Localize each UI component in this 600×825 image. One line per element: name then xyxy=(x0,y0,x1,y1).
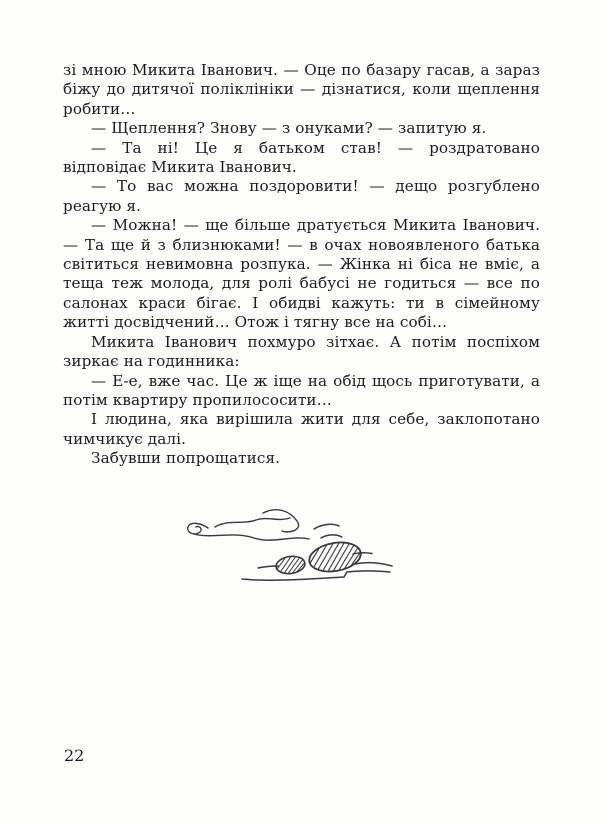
stones-wind-sketch-icon xyxy=(178,498,448,603)
paragraph: Микита Іванович похмуро зітхає. А потім поспіхом зиркає на годинника: xyxy=(63,332,540,371)
page-number: 22 xyxy=(64,746,85,765)
paragraph: — Можна! — ще більше дратується Микита Іванович. — Та ще й з близнюками! — в очах новоявленого батька світиться невимовна розпука. — Жінка ні біса не вміє, а теща теж молода, для ролі бабусі не годиться — все по салонах краси бігає. І обидві кажуть: ти в сімейному житті досвідчений… Отож і тягну все на собі… xyxy=(63,216,540,332)
text-block xyxy=(63,61,540,469)
paragraph: — То вас можна поздоровити! — дещо розгублено реагую я. xyxy=(63,177,540,215)
paragraph: — Та ні! Це я батьком став! — роздратовано відповідає Микита Іванович. xyxy=(63,138,540,177)
paragraph: — Е-е, вже час. Це ж іще на обід щось приготувати, а потім квартиру пропилососити… xyxy=(63,371,540,409)
paragraph: зі мною Микита Іванович. — Оце по базару гасав, а зараз біжу до дитячої поліклініки — дізнатися, коли щеплення робити… xyxy=(63,61,540,118)
paragraph: І людина, яка вирішила жити для себе, заклопотано чимчикує далі. xyxy=(63,410,540,448)
paragraph: — Щеплення? Знову — з онуками? — запитую я. xyxy=(91,119,487,138)
stones-wind-sketch-illustration xyxy=(178,498,448,603)
paragraph: Забувши попрощатися. xyxy=(91,449,281,468)
